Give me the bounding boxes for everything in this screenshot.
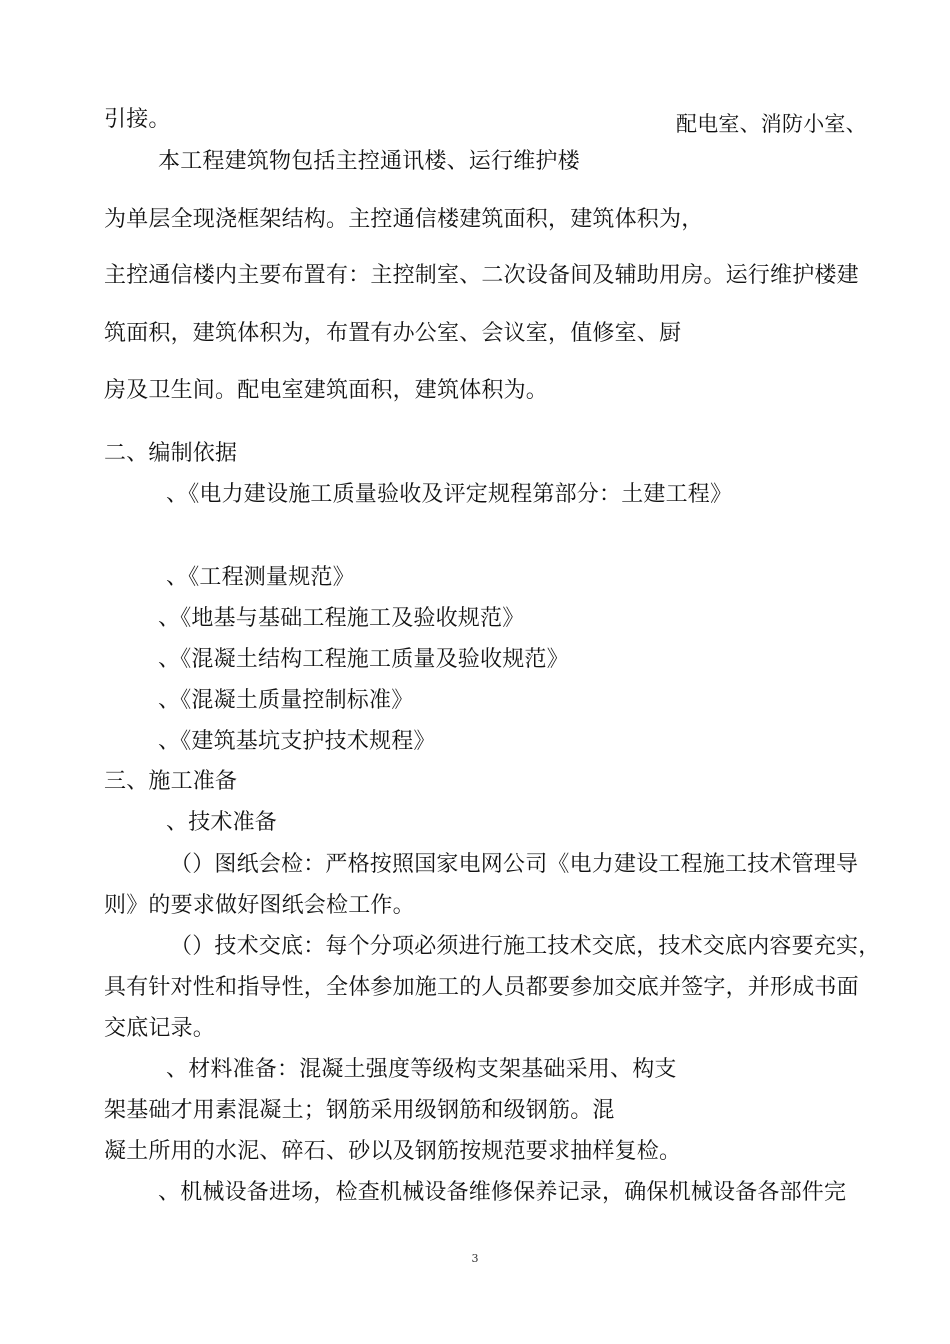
paragraph-line: 架基础才用素混凝土；钢筋采用级钢筋和级钢筋。混 <box>104 1098 615 1123</box>
reference-item: 、《电力建设施工质量验收及评定规程第部分：土建工程》 <box>166 482 733 507</box>
paragraph-line: 、材料准备：混凝土强度等级构支架基础采用、构支 <box>166 1057 677 1082</box>
reference-item: 、《建筑基坑支护技术规程》 <box>158 729 436 754</box>
paragraph-line: 为单层全现浇框架结构。主控通信楼建筑面积，建筑体积为， <box>104 207 704 232</box>
paragraph-line: 配电室、消防小室、 <box>676 112 867 134</box>
page-number: 3 <box>471 1252 479 1265</box>
paragraph-line: 凝土所用的水泥、碎石、砂以及钢筋按规范要求抽样复检。 <box>104 1139 682 1164</box>
section-heading: 三、施工准备 <box>104 769 238 794</box>
paragraph-line: 具有针对性和指导性，全体参加施工的人员都要参加交底并签字，并形成书面 <box>104 975 859 1000</box>
reference-item: 、《混凝土质量控制标准》 <box>158 688 414 713</box>
paragraph-line: （）技术交底：每个分项必须进行施工技术交底，技术交底内容要充实， <box>170 934 881 959</box>
paragraph-line: 则》的要求做好图纸会检工作。 <box>104 893 415 918</box>
reference-item: 、《地基与基础工程施工及验收规范》 <box>158 606 525 631</box>
paragraph-line: 主控通信楼内主要布置有：主控制室、二次设备间及辅助用房。运行维护楼建 <box>104 263 859 288</box>
section-heading: 二、编制依据 <box>104 441 238 466</box>
reference-item: 、《工程测量规范》 <box>166 565 355 590</box>
paragraph-line: 筑面积，建筑体积为，布置有办公室、会议室，值修室、厨 <box>104 321 682 346</box>
paragraph-line: 房及卫生间。配电室建筑面积，建筑体积为。 <box>104 378 549 403</box>
paragraph-line: 、机械设备进场，检查机械设备维修保养记录，确保机械设备各部件完 <box>158 1180 847 1205</box>
subsection-heading: 、技术准备 <box>166 810 278 835</box>
reference-item: 、《混凝土结构工程施工质量及验收规范》 <box>158 647 569 672</box>
paragraph-line: （）图纸会检：严格按照国家电网公司《电力建设工程施工技术管理导 <box>170 852 859 877</box>
paragraph-line: 交底记录。 <box>104 1016 216 1041</box>
paragraph-line: 引接。 <box>104 107 171 132</box>
paragraph-line: 本工程建筑物包括主控通讯楼、运行维护楼 <box>158 149 580 174</box>
